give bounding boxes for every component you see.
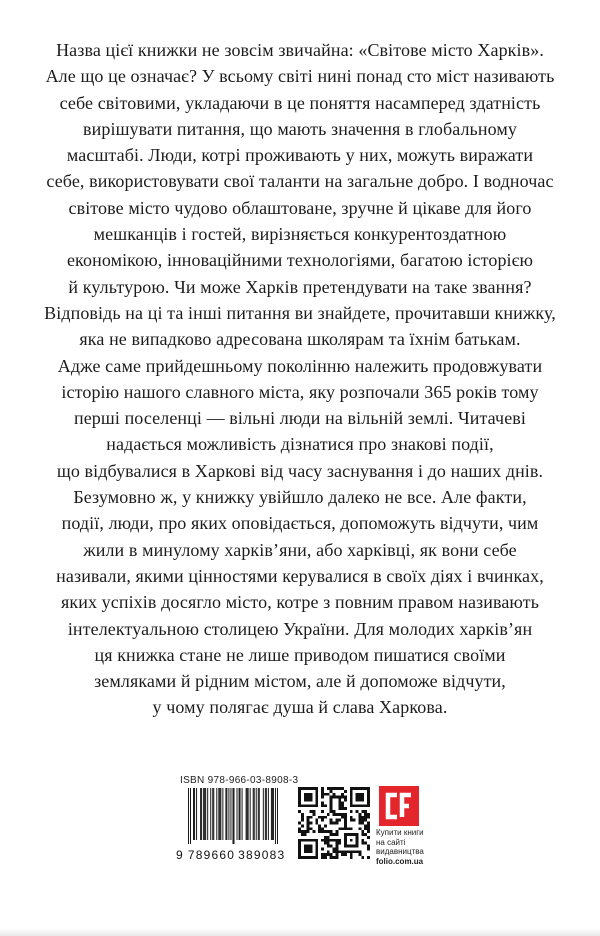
text-line: яких успіхів досягло місто, котре з повним правом називають: [60, 592, 540, 613]
text-line: Назва цієї книжки не зовсім звичайна: «Світове місто Харків».: [56, 40, 544, 60]
publisher-site-link[interactable]: folio.com.ua: [376, 856, 424, 866]
barcode-icon: [188, 788, 278, 844]
text-line: ця книжка стане не лише приводом пишатися своїми: [94, 644, 506, 665]
barcode-lead-digit: 9: [176, 848, 184, 862]
text-line: називали, якими цінностями керувалися в своїх діях і вчинках,: [56, 565, 544, 586]
text-line: яка не випадково адресована школярам та їхнім батькам.: [79, 329, 521, 350]
publisher-caption: [376, 828, 446, 866]
barcode-group-left: 789660: [187, 848, 236, 862]
text-line: себе світовими, укладаючи в це поняття насамперед здатність: [59, 92, 541, 113]
text-line: світове місто чудово облаштоване, зручне й цікаве для його: [68, 197, 532, 218]
folio-logo-icon: [379, 786, 419, 826]
text-line: що відбувалися в Харкові від часу заснування і до наших днів.: [56, 460, 544, 481]
text-line: Адже саме прийдешньому поколінню належить продовжувати: [57, 355, 543, 376]
text-line: Відповідь на ці та інші питання ви знайдете, прочитавши книжку,: [44, 302, 556, 323]
text-line: земляками й рідним містом, але й допоможе відчути,: [94, 671, 506, 692]
isbn-label: ISBN 978-966-03-8908-3: [180, 775, 299, 786]
qr-code-icon: [298, 787, 370, 859]
text-line: жили в минулому харків’яни, або харківці, як вони себе: [83, 539, 517, 560]
text-line: надається можливість дізнатися про знакові події,: [106, 434, 494, 455]
annotation-text: [26, 37, 574, 721]
text-line: інтелектуальною столицею України. Для молодих харків’ян: [67, 618, 533, 639]
page-edge-shadow: [0, 928, 600, 936]
barcode-group-right: 389083: [238, 848, 286, 862]
caption-line: Купити книги: [376, 828, 424, 837]
caption-line: видавництва: [376, 847, 424, 856]
text-line: Безумовно ж, у книжку увійшло далеко не все. Але факти,: [73, 487, 527, 508]
text-line: масштабі. Люди, котрі проживають у них, можуть виражати: [66, 145, 534, 166]
text-line: вирішувати питання, що мають значення в глобальному: [83, 118, 517, 139]
text-line: перші поселенці — вільні люди на вільній землі. Читачеві: [73, 408, 526, 429]
text-line: події, люди, про яких оповідається, допоможуть відчути, чим: [61, 513, 539, 534]
text-line: себе, використовувати свої таланти на загальне добро. І водночас: [46, 171, 554, 192]
text-line: мешканців і гостей, вирізняється конкурентоздатною: [93, 224, 507, 245]
caption-line: на сайті: [376, 837, 406, 847]
text-line: Але що це означає? У всьому світі нині понад сто міст називають: [45, 66, 555, 87]
text-line: у чому полягає душа й слава Харкова.: [152, 697, 448, 718]
barcode-digits: [176, 848, 285, 862]
text-line: й культурою. Чи може Харків претендувати на таке звання?: [68, 276, 532, 297]
text-line: економікою, інноваційними технологіями, багатою історією: [66, 250, 534, 271]
text-line: історію нашого славного міста, яку розпочали 365 років тому: [61, 381, 539, 402]
